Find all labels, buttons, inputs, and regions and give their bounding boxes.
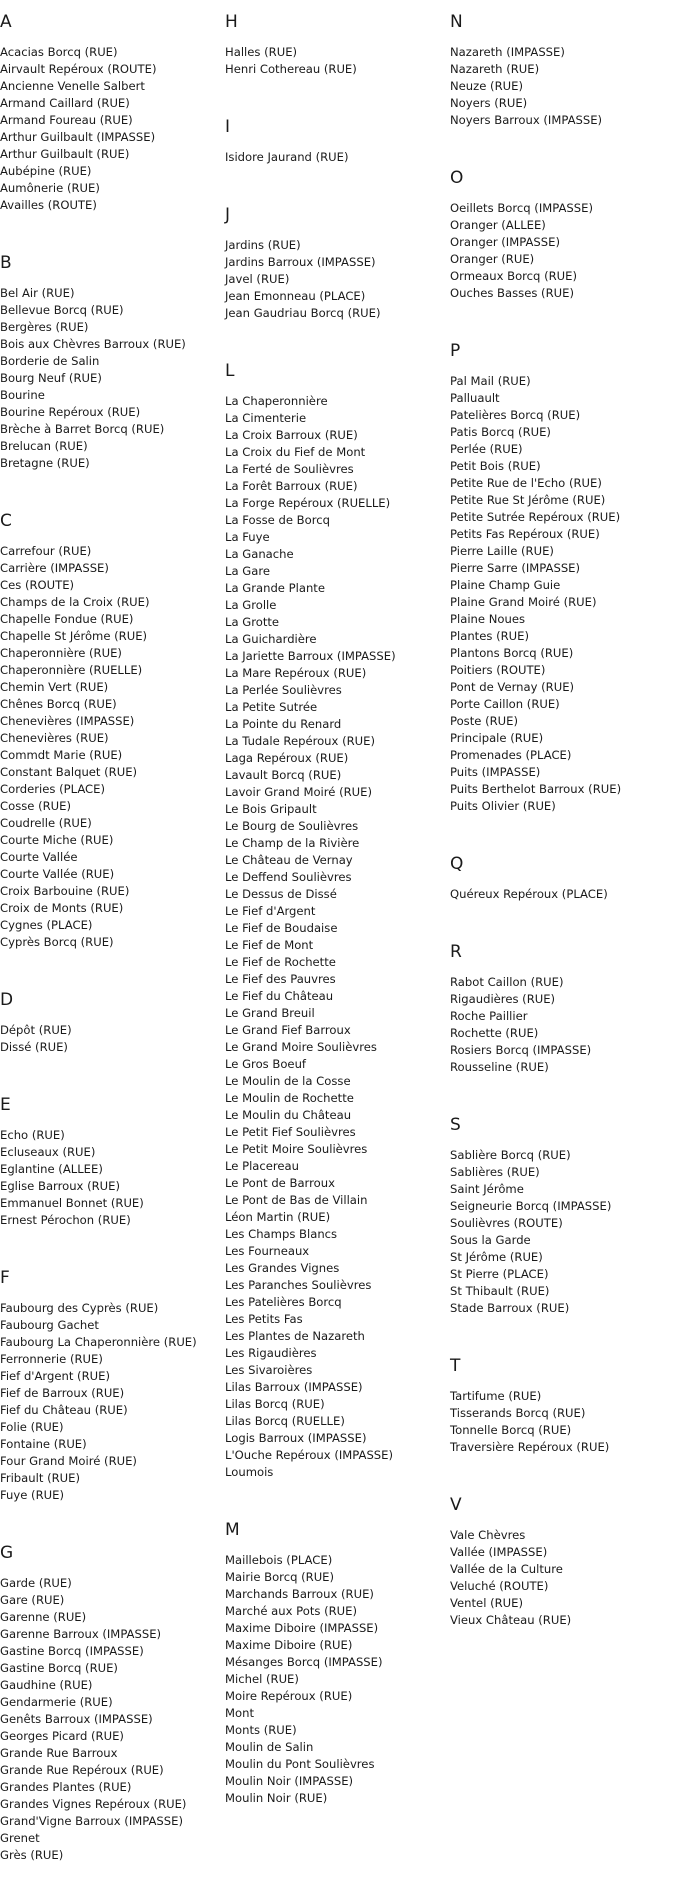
column-2: [225, 0, 450, 1834]
street-name: Oeillets Borcq (IMPASSE): [450, 201, 593, 215]
street-list: [0, 44, 225, 214]
street-name: Les Fourneaux: [225, 1244, 310, 1258]
letter-section: [450, 842, 675, 903]
street-name: Grès (RUE): [0, 1848, 64, 1862]
street-name: La Fosse de Borcq: [225, 513, 330, 527]
street-name: Jean Gaudriau Borcq (RUE): [225, 306, 381, 320]
street-name: Gaudhine (RUE): [0, 1678, 93, 1692]
street-name: Le Grand Moire Soulièvres: [225, 1040, 377, 1054]
street-name: Bourine Repéroux (RUE): [0, 405, 141, 419]
street-name: Fuye (RUE): [0, 1488, 64, 1502]
letter-section: [0, 499, 225, 951]
street-name: Chaperonnière (RUELLE): [0, 663, 143, 677]
street-name: Le Moulin de Rochette: [225, 1091, 354, 1105]
street-name: Mésanges Borcq (IMPASSE): [225, 1655, 383, 1669]
street-name: Plantes (RUE): [450, 629, 529, 643]
street-name: Les Plantes de Nazareth: [225, 1329, 365, 1343]
street-name: Quéreux Repéroux (PLACE): [450, 887, 608, 901]
street-name: La Mare Repéroux (RUE): [225, 666, 367, 680]
street-name: Bois aux Chèvres Barroux (RUE): [0, 337, 186, 351]
street-name: Les Patelières Borcq: [225, 1295, 342, 1309]
street-list: [225, 1552, 450, 1807]
street-name: Noyers (RUE): [450, 96, 528, 110]
street-name: Marché aux Pots (RUE): [225, 1604, 358, 1618]
street-name: Jardins Barroux (IMPASSE): [225, 255, 376, 269]
street-name: Henri Cothereau (RUE): [225, 62, 357, 76]
street-name: Eglantine (ALLEE): [0, 1162, 103, 1176]
street-name: Borderie de Salin: [0, 354, 100, 368]
street-name: Le Pont de Bas de Villain: [225, 1193, 368, 1207]
street-name: Ferronnerie (RUE): [0, 1352, 103, 1366]
street-name: Pierre Sarre (IMPASSE): [450, 561, 581, 575]
street-name: Michel (RUE): [225, 1672, 299, 1686]
street-name: Coudrelle (RUE): [0, 816, 92, 830]
letter-section: [450, 156, 675, 302]
street-list: [225, 393, 450, 1481]
section-letter: E: [0, 1095, 11, 1115]
street-name: Fribault (RUE): [0, 1471, 80, 1485]
street-name: Oranger (RUE): [450, 252, 535, 266]
street-name: Principale (RUE): [450, 731, 544, 745]
section-letter: Q: [450, 854, 464, 874]
letter-section: [450, 0, 675, 129]
street-name: Sablière Borcq (RUE): [450, 1148, 571, 1162]
street-name: Le Placereau: [225, 1159, 299, 1173]
street-name: Garenne Barroux (IMPASSE): [0, 1627, 162, 1641]
street-name: Le Château de Vernay: [225, 853, 353, 867]
section-letter: D: [0, 990, 14, 1010]
street-name: Croix de Monts (RUE): [0, 901, 124, 915]
street-list: [225, 44, 450, 78]
letter-section: [450, 930, 675, 1076]
section-letter: T: [450, 1356, 461, 1376]
street-list: [0, 543, 225, 951]
street-list: [450, 373, 675, 815]
street-name: Les Rigaudières: [225, 1346, 317, 1360]
street-name: Poitiers (ROUTE): [450, 663, 546, 677]
street-name: Gare (RUE): [0, 1593, 65, 1607]
section-letter: V: [450, 1495, 462, 1515]
street-name: Rabot Caillon (RUE): [450, 975, 564, 989]
street-name: Fief du Château (RUE): [0, 1403, 128, 1417]
street-name: Patis Borcq (RUE): [450, 425, 551, 439]
street-name: Les Champs Blancs: [225, 1227, 338, 1241]
street-name: Lilas Barroux (IMPASSE): [225, 1380, 363, 1394]
street-name: Ancienne Venelle Salbert: [0, 79, 145, 93]
street-name: Oranger (IMPASSE): [450, 235, 560, 249]
street-name: Pierre Laille (RUE): [450, 544, 554, 558]
street-name: Ernest Pérochon (RUE): [0, 1213, 131, 1227]
street-name: Carrefour (RUE): [0, 544, 92, 558]
street-name: Marchands Barroux (RUE): [225, 1587, 374, 1601]
street-name: Saint Jérôme: [450, 1182, 524, 1196]
street-name: Plaine Champ Guie: [450, 578, 561, 592]
street-name: Petite Rue de l'Echo (RUE): [450, 476, 602, 490]
street-name: Veluché (ROUTE): [450, 1579, 549, 1593]
letter-section: [225, 193, 450, 322]
street-name: Grandes Plantes (RUE): [0, 1780, 132, 1794]
street-name: Loumois: [225, 1465, 274, 1479]
street-name: Neuze (RUE): [450, 79, 523, 93]
street-name: Ventel (RUE): [450, 1596, 524, 1610]
street-name: La Jariette Barroux (IMPASSE): [225, 649, 396, 663]
letter-section: [225, 0, 450, 78]
section-letter: S: [450, 1115, 461, 1135]
street-name: Moulin Noir (RUE): [225, 1791, 328, 1805]
street-name: Stade Barroux (RUE): [450, 1301, 570, 1315]
street-name: La Grotte: [225, 615, 280, 629]
street-name: Georges Picard (RUE): [0, 1729, 124, 1743]
street-name: Tartifume (RUE): [450, 1389, 542, 1403]
street-name: Monts (RUE): [225, 1723, 297, 1737]
street-name: Maxime Diboire (IMPASSE): [225, 1621, 379, 1635]
street-name: Le Petit Fief Soulièvres: [225, 1125, 356, 1139]
street-name: Moulin de Salin: [225, 1740, 314, 1754]
letter-section: [0, 0, 225, 214]
street-name: La Ferté de Soulièvres: [225, 462, 354, 476]
street-name: Courte Vallée (RUE): [0, 867, 115, 881]
street-name: Ces (ROUTE): [0, 578, 75, 592]
street-name: Chemin Vert (RUE): [0, 680, 109, 694]
street-name: Puits Berthelot Barroux (RUE): [450, 782, 622, 796]
section-letter: L: [225, 361, 235, 381]
street-name: Le Fief du Château: [225, 989, 334, 1003]
street-name: Perlée (RUE): [450, 442, 523, 456]
street-name: Gendarmerie (RUE): [0, 1695, 113, 1709]
street-name: Faubourg Gachet: [0, 1318, 99, 1332]
street-name: Corderies (PLACE): [0, 782, 106, 796]
section-letter: O: [450, 168, 464, 188]
street-name: Le Fief de Rochette: [225, 955, 336, 969]
street-name: Pal Mail (RUE): [450, 374, 531, 388]
street-name: L'Ouche Repéroux (IMPASSE): [225, 1448, 394, 1462]
street-name: Oranger (ALLEE): [450, 218, 546, 232]
street-name: Roche Paillier: [450, 1009, 528, 1023]
street-name: Dépôt (RUE): [0, 1023, 72, 1037]
street-name: Bourine: [0, 388, 45, 402]
street-name: Le Moulin de la Cosse: [225, 1074, 351, 1088]
street-name: Le Fief d'Argent: [225, 904, 316, 918]
street-name: Rosiers Borcq (IMPASSE): [450, 1043, 592, 1057]
street-name: La Grande Plante: [225, 581, 325, 595]
street-name: Le Grand Fief Barroux: [225, 1023, 351, 1037]
street-name: La Fuye: [225, 530, 270, 544]
section-letter: A: [0, 12, 12, 32]
street-name: Les Paranches Soulièvres: [225, 1278, 372, 1292]
street-name: Cyprès Borcq (RUE): [0, 935, 114, 949]
street-list: [0, 1127, 225, 1229]
section-letter: J: [225, 205, 231, 225]
street-name: Bourg Neuf (RUE): [0, 371, 102, 385]
street-name: Ormeaux Borcq (RUE): [450, 269, 578, 283]
street-name: Seigneurie Borcq (IMPASSE): [450, 1199, 612, 1213]
street-name: La Ganache: [225, 547, 294, 561]
street-name: Porte Caillon (RUE): [450, 697, 560, 711]
street-name: Halles (RUE): [225, 45, 298, 59]
street-name: Vallée (IMPASSE): [450, 1545, 548, 1559]
street-name: Rigaudières (RUE): [450, 992, 556, 1006]
street-list: [0, 285, 225, 472]
street-name: Chenevières (RUE): [0, 731, 109, 745]
street-name: Le Bourg de Soulièvres: [225, 819, 359, 833]
street-name: Mont: [225, 1706, 254, 1720]
street-name: Les Petits Fas: [225, 1312, 303, 1326]
street-list: [450, 974, 675, 1076]
street-name: Croix Barbouine (RUE): [0, 884, 130, 898]
street-name: Noyers Barroux (IMPASSE): [450, 113, 603, 127]
street-name: La Gare: [225, 564, 270, 578]
street-name: Pont de Vernay (RUE): [450, 680, 575, 694]
street-name: Sous la Garde: [450, 1233, 531, 1247]
street-list: [450, 886, 675, 903]
street-name: Brelucan (RUE): [0, 439, 88, 453]
street-name: Petit Bois (RUE): [450, 459, 541, 473]
section-letter: R: [450, 942, 462, 962]
street-name: Cosse (RUE): [0, 799, 72, 813]
street-name: Petits Fas Repéroux (RUE): [450, 527, 600, 541]
street-name: Le Petit Moire Soulièvres: [225, 1142, 368, 1156]
street-name: St Thibault (RUE): [450, 1284, 550, 1298]
street-name: Brèche à Barret Borcq (RUE): [0, 422, 165, 436]
street-name: Folie (RUE): [0, 1420, 64, 1434]
street-name: Maxime Diboire (RUE): [225, 1638, 353, 1652]
street-list: [450, 1388, 675, 1456]
street-name: Puits Olivier (RUE): [450, 799, 556, 813]
street-name: Availles (ROUTE): [0, 198, 97, 212]
street-name: La Tudale Repéroux (RUE): [225, 734, 375, 748]
street-name: La Grolle: [225, 598, 277, 612]
street-name: La Croix Barroux (RUE): [225, 428, 358, 442]
street-name: Vallée de la Culture: [450, 1562, 563, 1576]
street-name: Emmanuel Bonnet (RUE): [0, 1196, 144, 1210]
section-letter: C: [0, 511, 12, 531]
street-name: Le Champ de la Rivière: [225, 836, 360, 850]
street-list: [450, 1527, 675, 1629]
street-name: Chaperonnière (RUE): [0, 646, 122, 660]
street-name: Chênes Borcq (RUE): [0, 697, 117, 711]
street-name: Plantons Borcq (RUE): [450, 646, 574, 660]
street-name: Nazareth (IMPASSE): [450, 45, 565, 59]
street-name: La Croix du Fief de Mont: [225, 445, 366, 459]
letter-section: [0, 241, 225, 472]
letter-section: [450, 1483, 675, 1629]
street-name: Le Pont de Barroux: [225, 1176, 335, 1190]
street-name: Rousseline (RUE): [450, 1060, 549, 1074]
section-letter: H: [225, 12, 238, 32]
section-letter: I: [225, 117, 231, 137]
street-name: Armand Foureau (RUE): [0, 113, 133, 127]
section-letter: M: [225, 1520, 240, 1540]
street-name: Gastine Borcq (RUE): [0, 1661, 118, 1675]
street-name: Nazareth (RUE): [450, 62, 540, 76]
street-name: Vale Chèvres: [450, 1528, 526, 1542]
street-name: Le Bois Gripault: [225, 802, 317, 816]
street-name: Lavault Borcq (RUE): [225, 768, 342, 782]
street-name: Tisserands Borcq (RUE): [450, 1406, 586, 1420]
street-name: St Pierre (PLACE): [450, 1267, 549, 1281]
street-name: Petite Sutrée Repéroux (RUE): [450, 510, 621, 524]
street-name: Plaine Noues: [450, 612, 525, 626]
street-name: Airvault Repéroux (ROUTE): [0, 62, 157, 76]
street-name: Lavoir Grand Moiré (RUE): [225, 785, 372, 799]
street-name: Fontaine (RUE): [0, 1437, 87, 1451]
street-name: Gastine Borcq (IMPASSE): [0, 1644, 144, 1658]
street-name: Fief d'Argent (RUE): [0, 1369, 110, 1383]
street-name: La Perlée Soulièvres: [225, 683, 342, 697]
letter-section: [225, 105, 450, 166]
street-name: Garde (RUE): [0, 1576, 72, 1590]
street-name: Commdt Marie (RUE): [0, 748, 123, 762]
street-name: Léon Martin (RUE): [225, 1210, 331, 1224]
street-name: Javel (RUE): [225, 272, 290, 286]
street-name: Chapelle Fondue (RUE): [0, 612, 134, 626]
street-name: Faubourg La Chaperonnière (RUE): [0, 1335, 197, 1349]
street-name: Bretagne (RUE): [0, 456, 90, 470]
street-name: Maillebois (PLACE): [225, 1553, 333, 1567]
street-name: Bergères (RUE): [0, 320, 89, 334]
letter-section: [225, 1508, 450, 1807]
street-name: Soulièvres (ROUTE): [450, 1216, 563, 1230]
street-name: Dissé (RUE): [0, 1040, 68, 1054]
street-name: Fief de Barroux (RUE): [0, 1386, 125, 1400]
street-name: Chapelle St Jérôme (RUE): [0, 629, 148, 643]
street-name: Rochette (RUE): [450, 1026, 539, 1040]
street-name: Lilas Borcq (RUELLE): [225, 1414, 345, 1428]
street-name: Moire Repéroux (RUE): [225, 1689, 353, 1703]
letter-section: [225, 349, 450, 1481]
street-list: [225, 237, 450, 322]
street-name: La Forge Repéroux (RUELLE): [225, 496, 391, 510]
street-name: Le Fief de Mont: [225, 938, 314, 952]
letter-section: [450, 1344, 675, 1456]
street-name: Champs de la Croix (RUE): [0, 595, 150, 609]
street-name: Courte Vallée: [0, 850, 78, 864]
section-letter: F: [0, 1268, 10, 1288]
street-name: Ouches Basses (RUE): [450, 286, 574, 300]
column-1: [0, 0, 225, 1891]
street-name: Promenades (PLACE): [450, 748, 572, 762]
street-name: Ecluseaux (RUE): [0, 1145, 96, 1159]
section-letter: G: [0, 1543, 14, 1563]
street-name: Arthur Guilbault (IMPASSE): [0, 130, 156, 144]
street-name: Grandes Vignes Repéroux (RUE): [0, 1797, 187, 1811]
street-name: Armand Caillard (RUE): [0, 96, 130, 110]
street-name: Les Sivaroières: [225, 1363, 313, 1377]
street-name: Le Gros Boeuf: [225, 1057, 306, 1071]
street-name: St Jérôme (RUE): [450, 1250, 543, 1264]
street-name: Logis Barroux (IMPASSE): [225, 1431, 367, 1445]
street-name: Bel Air (RUE): [0, 286, 75, 300]
letter-section: [450, 329, 675, 815]
letter-section: [0, 1531, 225, 1864]
street-name: Moulin du Pont Soulièvres: [225, 1757, 375, 1771]
street-name: Mairie Borcq (RUE): [225, 1570, 335, 1584]
street-name: Courte Miche (RUE): [0, 833, 114, 847]
street-name: Aumônerie (RUE): [0, 181, 100, 195]
street-name: La Cimenterie: [225, 411, 307, 425]
street-name: Eglise Barroux (RUE): [0, 1179, 121, 1193]
street-name: Four Grand Moiré (RUE): [0, 1454, 137, 1468]
street-list: [225, 149, 450, 166]
section-letter: B: [0, 253, 12, 273]
street-name: Le Dessus de Dissé: [225, 887, 337, 901]
street-name: Garenne (RUE): [0, 1610, 87, 1624]
street-name: La Pointe du Renard: [225, 717, 342, 731]
street-list: [450, 1147, 675, 1317]
street-name: Le Moulin du Château: [225, 1108, 352, 1122]
section-letter: N: [450, 12, 463, 32]
street-name: Cygnes (PLACE): [0, 918, 93, 932]
letter-section: [0, 1256, 225, 1504]
street-list: [450, 200, 675, 302]
street-name: Petite Rue St Jérôme (RUE): [450, 493, 606, 507]
letter-section: [0, 978, 225, 1056]
street-name: Jardins (RUE): [225, 238, 301, 252]
section-letter: P: [450, 341, 461, 361]
street-name: Le Fief des Pauvres: [225, 972, 336, 986]
street-name: Acacias Borcq (RUE): [0, 45, 118, 59]
street-name: Moulin Noir (IMPASSE): [225, 1774, 354, 1788]
street-name: Carrière (IMPASSE): [0, 561, 109, 575]
street-name: Les Grandes Vignes: [225, 1261, 340, 1275]
street-name: Poste (RUE): [450, 714, 518, 728]
street-name: La Guichardière: [225, 632, 317, 646]
letter-section: [0, 1083, 225, 1229]
street-name: Palluault: [450, 391, 500, 405]
street-name: Puits (IMPASSE): [450, 765, 541, 779]
street-name: Isidore Jaurand (RUE): [225, 150, 349, 164]
street-list: [450, 44, 675, 129]
street-name: La Forêt Barroux (RUE): [225, 479, 358, 493]
street-name: Grande Rue Barroux: [0, 1746, 118, 1760]
street-name: Le Fief de Boudaise: [225, 921, 338, 935]
street-name: Plaine Grand Moiré (RUE): [450, 595, 597, 609]
street-name: Jean Emonneau (PLACE): [225, 289, 366, 303]
street-name: Laga Repéroux (RUE): [225, 751, 349, 765]
street-list: [0, 1575, 225, 1864]
letter-section: [450, 1103, 675, 1317]
street-name: Vieux Château (RUE): [450, 1613, 572, 1627]
street-name: Grande Rue Repéroux (RUE): [0, 1763, 164, 1777]
street-name: La Petite Sutrée: [225, 700, 318, 714]
street-name: Arthur Guilbault (RUE): [0, 147, 130, 161]
column-3: [450, 0, 675, 1656]
street-name: Aubépine (RUE): [0, 164, 92, 178]
street-name: Constant Balquet (RUE): [0, 765, 138, 779]
street-name: Tonnelle Borcq (RUE): [450, 1423, 572, 1437]
street-name: Patelières Borcq (RUE): [450, 408, 581, 422]
street-list: [0, 1300, 225, 1504]
street-list: [0, 1022, 225, 1056]
street-name: Faubourg des Cyprès (RUE): [0, 1301, 159, 1315]
street-name: Le Deffend Soulièvres: [225, 870, 352, 884]
street-name: Lilas Borcq (RUE): [225, 1397, 325, 1411]
street-name: Grand'Vigne Barroux (IMPASSE): [0, 1814, 183, 1828]
street-name: Grenet: [0, 1831, 40, 1845]
street-name: Chenevières (IMPASSE): [0, 714, 135, 728]
street-name: La Chaperonnière: [225, 394, 328, 408]
street-name: Bellevue Borcq (RUE): [0, 303, 124, 317]
street-name: Genêts Barroux (IMPASSE): [0, 1712, 153, 1726]
street-name: Sablières (RUE): [450, 1165, 540, 1179]
street-name: Echo (RUE): [0, 1128, 65, 1142]
street-name: Traversière Repéroux (RUE): [450, 1440, 610, 1454]
street-name: Le Grand Breuil: [225, 1006, 315, 1020]
